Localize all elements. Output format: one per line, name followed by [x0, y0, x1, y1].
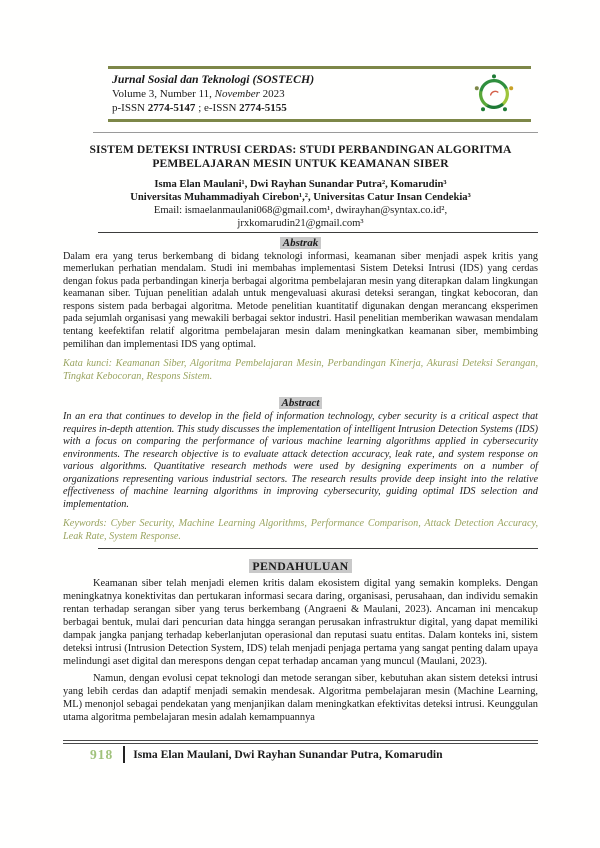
abstract-text: In an era that continues to develop in the field of information technology, cyber security is a critical aspect that requires in-depth attention. This study discusses the implementation of intelligent Intrusion Detection Systems (IDS) with a focus on comparing the performance of various machine learning algorithms applied in cybersecurity environments. The research objective is to evaluate attack detection accuracy, leak rate, and system response on various algorithms. Quantitative research methods were used by designing experiments on a number of organizations representing various industrial sectors. The research results provide deep insight into the relative effectiveness of machine learning algorithms in improving cybersecurity, guiding optimal IDS selection and implementation. [63, 411, 538, 510]
article-title [63, 143, 538, 172]
footer-row [90, 746, 538, 763]
email-line-2: jrxkomarudin21@gmail.com³ [237, 217, 364, 229]
kata-kunci: Kata kunci: Keamanan Siber, Algoritma Pembelajaran Mesin, Perbandingan Kinerja, Akurasi Deteksi Serangan, Tingkat Kebocoran, Respons Sistem. [63, 358, 538, 382]
journal-logo-icon [473, 73, 515, 115]
pissn-label: p-ISSN [112, 102, 148, 114]
body-paragraph-2: Namun, dengan evolusi cepat teknologi dan metode serangan siber, kebutuhan akan sistem deteksi intrusi yang lebih cerdas dan adaptif menjadi semakin mendesak. Algoritma pembelajaran mesin (Machine Learning, ML) menonjol sebagai pendekatan yang menjanjikan dalam meningkatkan efektivitas deteksi intrusi. Keunggulan utama algoritma pembelajaran mesin adalah kemampuannya [63, 673, 538, 724]
journal-header-text [112, 72, 314, 116]
running-authors: Isma Elan Maulani, Dwi Rayhan Sunandar Putra, Komarudin [133, 748, 443, 761]
journal-name: Jurnal Sosial dan Teknologi (SOSTECH) [112, 72, 315, 86]
section-heading: PENDAHULUAN [249, 559, 351, 573]
pissn-value: 2774-5147 [147, 102, 196, 114]
journal-header-box [108, 66, 531, 122]
abstrak-heading: Abstrak [280, 237, 321, 249]
abstract-heading: Abstract [279, 397, 323, 409]
eissn-value: 2774-5155 [239, 102, 287, 114]
body-paragraph-1: Keamanan siber telah menjadi elemen kritis dalam ekosistem digital yang semakin kompleks. Dengan meningkatnya konektivitas dan pertukaran informasi secara daring, organisasi, perusahaan, dan individu semakin rentan terhadap serangan siber yang terus berkembang (Angraeni & Maulani, 2023). Ancaman ini mencakup berbagai bentuk, mulai dari pencurian data hingga serangan perusakan infrastruktur digital, yang dapat memiliki dampak jangka panjang terhadap keberlanjutan operasional dan reputasi suatu entitas. Dalam konteks ini, sistem deteksi intrusi (Intrusion Detection System, IDS) telah menjadi penjaga pertama yang sangat penting dalam upaya melindungi aset digital dan merespons dengan cepat terhadap ancaman yang muncul (Maulani, 2023). [63, 578, 538, 668]
volume-month: November [214, 87, 260, 100]
abstract-bottom-rule [98, 548, 538, 549]
footer-rule-thin [63, 740, 538, 741]
page-number: 918 [90, 746, 114, 762]
authors-block [63, 178, 538, 230]
journal-issn-line [112, 101, 314, 116]
section-heading-wrap [63, 559, 538, 574]
article-title-line1: SISTEM DETEKSI INTRUSI CERDAS: STUDI PERBANDINGAN ALGORITMA [89, 142, 512, 156]
keywords: Keywords: Cyber Security, Machine Learning Algorithms, Performance Comparison, Attack Detection Accuracy, Leak Rate, System Response. [63, 518, 538, 543]
article-title-line2: PEMBELAJARAN MESIN UNTUK KEAMANAN SIBER [152, 157, 449, 170]
page-footer [63, 740, 538, 763]
issn-separator: ; e-ISSN [195, 102, 240, 114]
journal-volume-line [112, 87, 314, 102]
email-line-1: Email: ismaelanmaulani068@gmail.com¹, dwirayhan@syntax.co.id², [153, 204, 448, 216]
volume-year: 2023 [259, 87, 285, 100]
volume-prefix: Volume 3, Number 11, [112, 87, 215, 100]
footer-separator-bar [123, 746, 125, 763]
abstrak-heading-wrap [63, 233, 538, 251]
abstract-heading-wrap [63, 393, 538, 411]
authors-line: Isma Elan Maulani¹, Dwi Rayhan Sunandar Putra², Komarudin³ [154, 178, 447, 190]
abstrak-text: Dalam era yang terus berkembang di bidang teknologi informasi, keamanan siber menjadi aspek kritis yang memerlukan perhatian mendalam. Studi ini membahas implementasi Sistem Deteksi Intrusi (IDS) yang cerdas dengan fokus pada perbandingan kinerja berbagai algoritma pembelajaran mesin yang diterapkan dalam lingkungan keamanan siber. Tujuan penelitian adalah untuk mengevaluasi akurasi deteksi serangan, tingkat kebocoran, dan respons sistem pada berbagai algoritma. Metode penelitian kuantitatif digunakan dengan merancang eksperimen pada sejumlah organisasi yang mewakili berbagai sektor industri. Hasil penelitian memberikan wawasan mendalam tentang keefektifan relatif algoritma pembelajaran mesin dalam meningkatkan keamanan siber, membimbing pemilihan dan implementasi IDS yang optimal. [63, 250, 538, 350]
header-divider [93, 132, 538, 133]
footer-rule-thick [63, 743, 538, 744]
affiliations-line: Universitas Muhammadiyah Cirebon¹,², Universitas Catur Insan Cendekia³ [130, 191, 471, 203]
